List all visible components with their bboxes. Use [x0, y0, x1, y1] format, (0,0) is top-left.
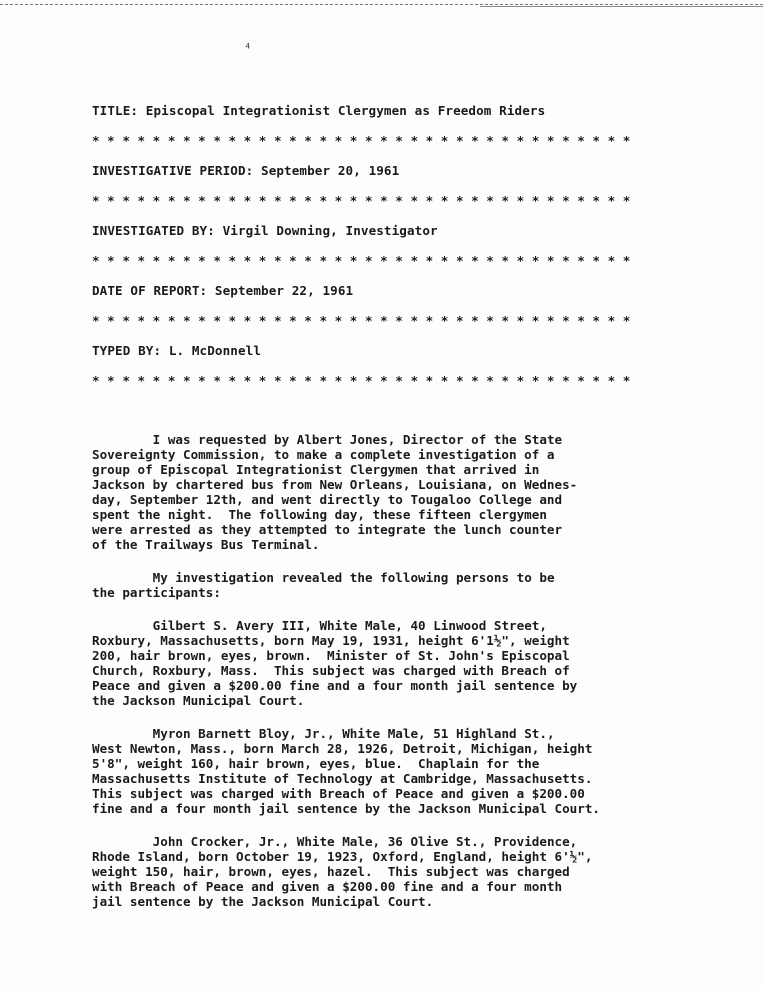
report-header — [92, 100, 692, 400]
investigator-value: Virgil Downing, Investigator — [222, 223, 438, 238]
participant-avery-paragraph: Gilbert S. Avery III, White Male, 40 Linwood Street, Roxbury, Massachusetts, born May 19, 1931, height 6'1½", weight 200, hair brown, eyes, brown. Minister of St. John's Episcopal Church, Roxbury, Mass. This subject was charged with Breach of Peace and given a $200.00 fine and a four month jail sentence by the Jackson Municipal Court. — [92, 618, 578, 708]
separator-1: * * * * * * * * * * * * * * * * * * * * * * * * * * * * * * * * * * * * — [92, 133, 631, 148]
participant-bloy-paragraph: Myron Barnett Bloy, Jr., White Male, 51 Highland St., West Newton, Mass., born March 28, 1926, Detroit, Michigan, height 5'8", weight 160, hair brown, eyes, blue. Chaplain for the Massachusetts Institute of Technology at Cambridge, Massachusetts. This subject was charged with Breach of Peace and given a $200.00 fine and a four month jail sentence by the Jackson Municipal Court. — [92, 726, 600, 816]
typed-by-row — [92, 340, 692, 370]
report-body — [92, 432, 692, 927]
typed-by-value: L. McDonnell — [168, 343, 262, 358]
period-value: September 20, 1961 — [261, 163, 400, 178]
top-border-line-solid — [480, 6, 763, 7]
period-label: INVESTIGATIVE PERIOD: — [92, 163, 254, 178]
participant-crocker-paragraph: John Crocker, Jr., White Male, 36 Olive St., Providence, Rhode Island, born October 19, 1923, Oxford, England, height 6'½", weight 150, hair, brown, eyes, hazel. This subject was charged with Breach of Peace and given a $200.00 fine and a four month jail sentence by the Jackson Municipal Court. — [92, 834, 593, 909]
report-date-label: DATE OF REPORT: — [92, 283, 208, 298]
title-row — [92, 100, 692, 130]
intro-paragraph: I was requested by Albert Jones, Director of the State Sovereignty Commission, to make a complete investigation of a group of Episcopal Integrationist Clergymen that arrived in Jackson by chartered bus from New Orleans, Louisiana, on Wednes- day, September 12th, and went directly to Tougaloo College and spent the night. The following day, these fifteen clergymen were arrested as they attempted to integrate the lunch counter of the Trailways Bus Terminal. — [92, 432, 578, 552]
page-mark: ⁴ — [244, 42, 252, 57]
typed-by-label: TYPED BY: — [92, 343, 162, 358]
participants-intro-paragraph: My investigation revealed the following persons to be the participants: — [92, 570, 555, 600]
report-date-row — [92, 280, 692, 310]
separator-3: * * * * * * * * * * * * * * * * * * * * * * * * * * * * * * * * * * * * — [92, 253, 631, 268]
title-label: TITLE: — [92, 103, 139, 118]
investigator-label: INVESTIGATED BY: — [92, 223, 215, 238]
investigator-row — [92, 220, 692, 250]
separator-2: * * * * * * * * * * * * * * * * * * * * * * * * * * * * * * * * * * * * — [92, 193, 631, 208]
separator-5: * * * * * * * * * * * * * * * * * * * * * * * * * * * * * * * * * * * * — [92, 373, 631, 388]
separator-4: * * * * * * * * * * * * * * * * * * * * * * * * * * * * * * * * * * * * — [92, 313, 631, 328]
period-row — [92, 160, 692, 190]
report-date-value: September 22, 1961 — [214, 283, 354, 298]
title-value: Episcopal Integrationist Clergymen as Freedom Riders — [145, 103, 546, 118]
